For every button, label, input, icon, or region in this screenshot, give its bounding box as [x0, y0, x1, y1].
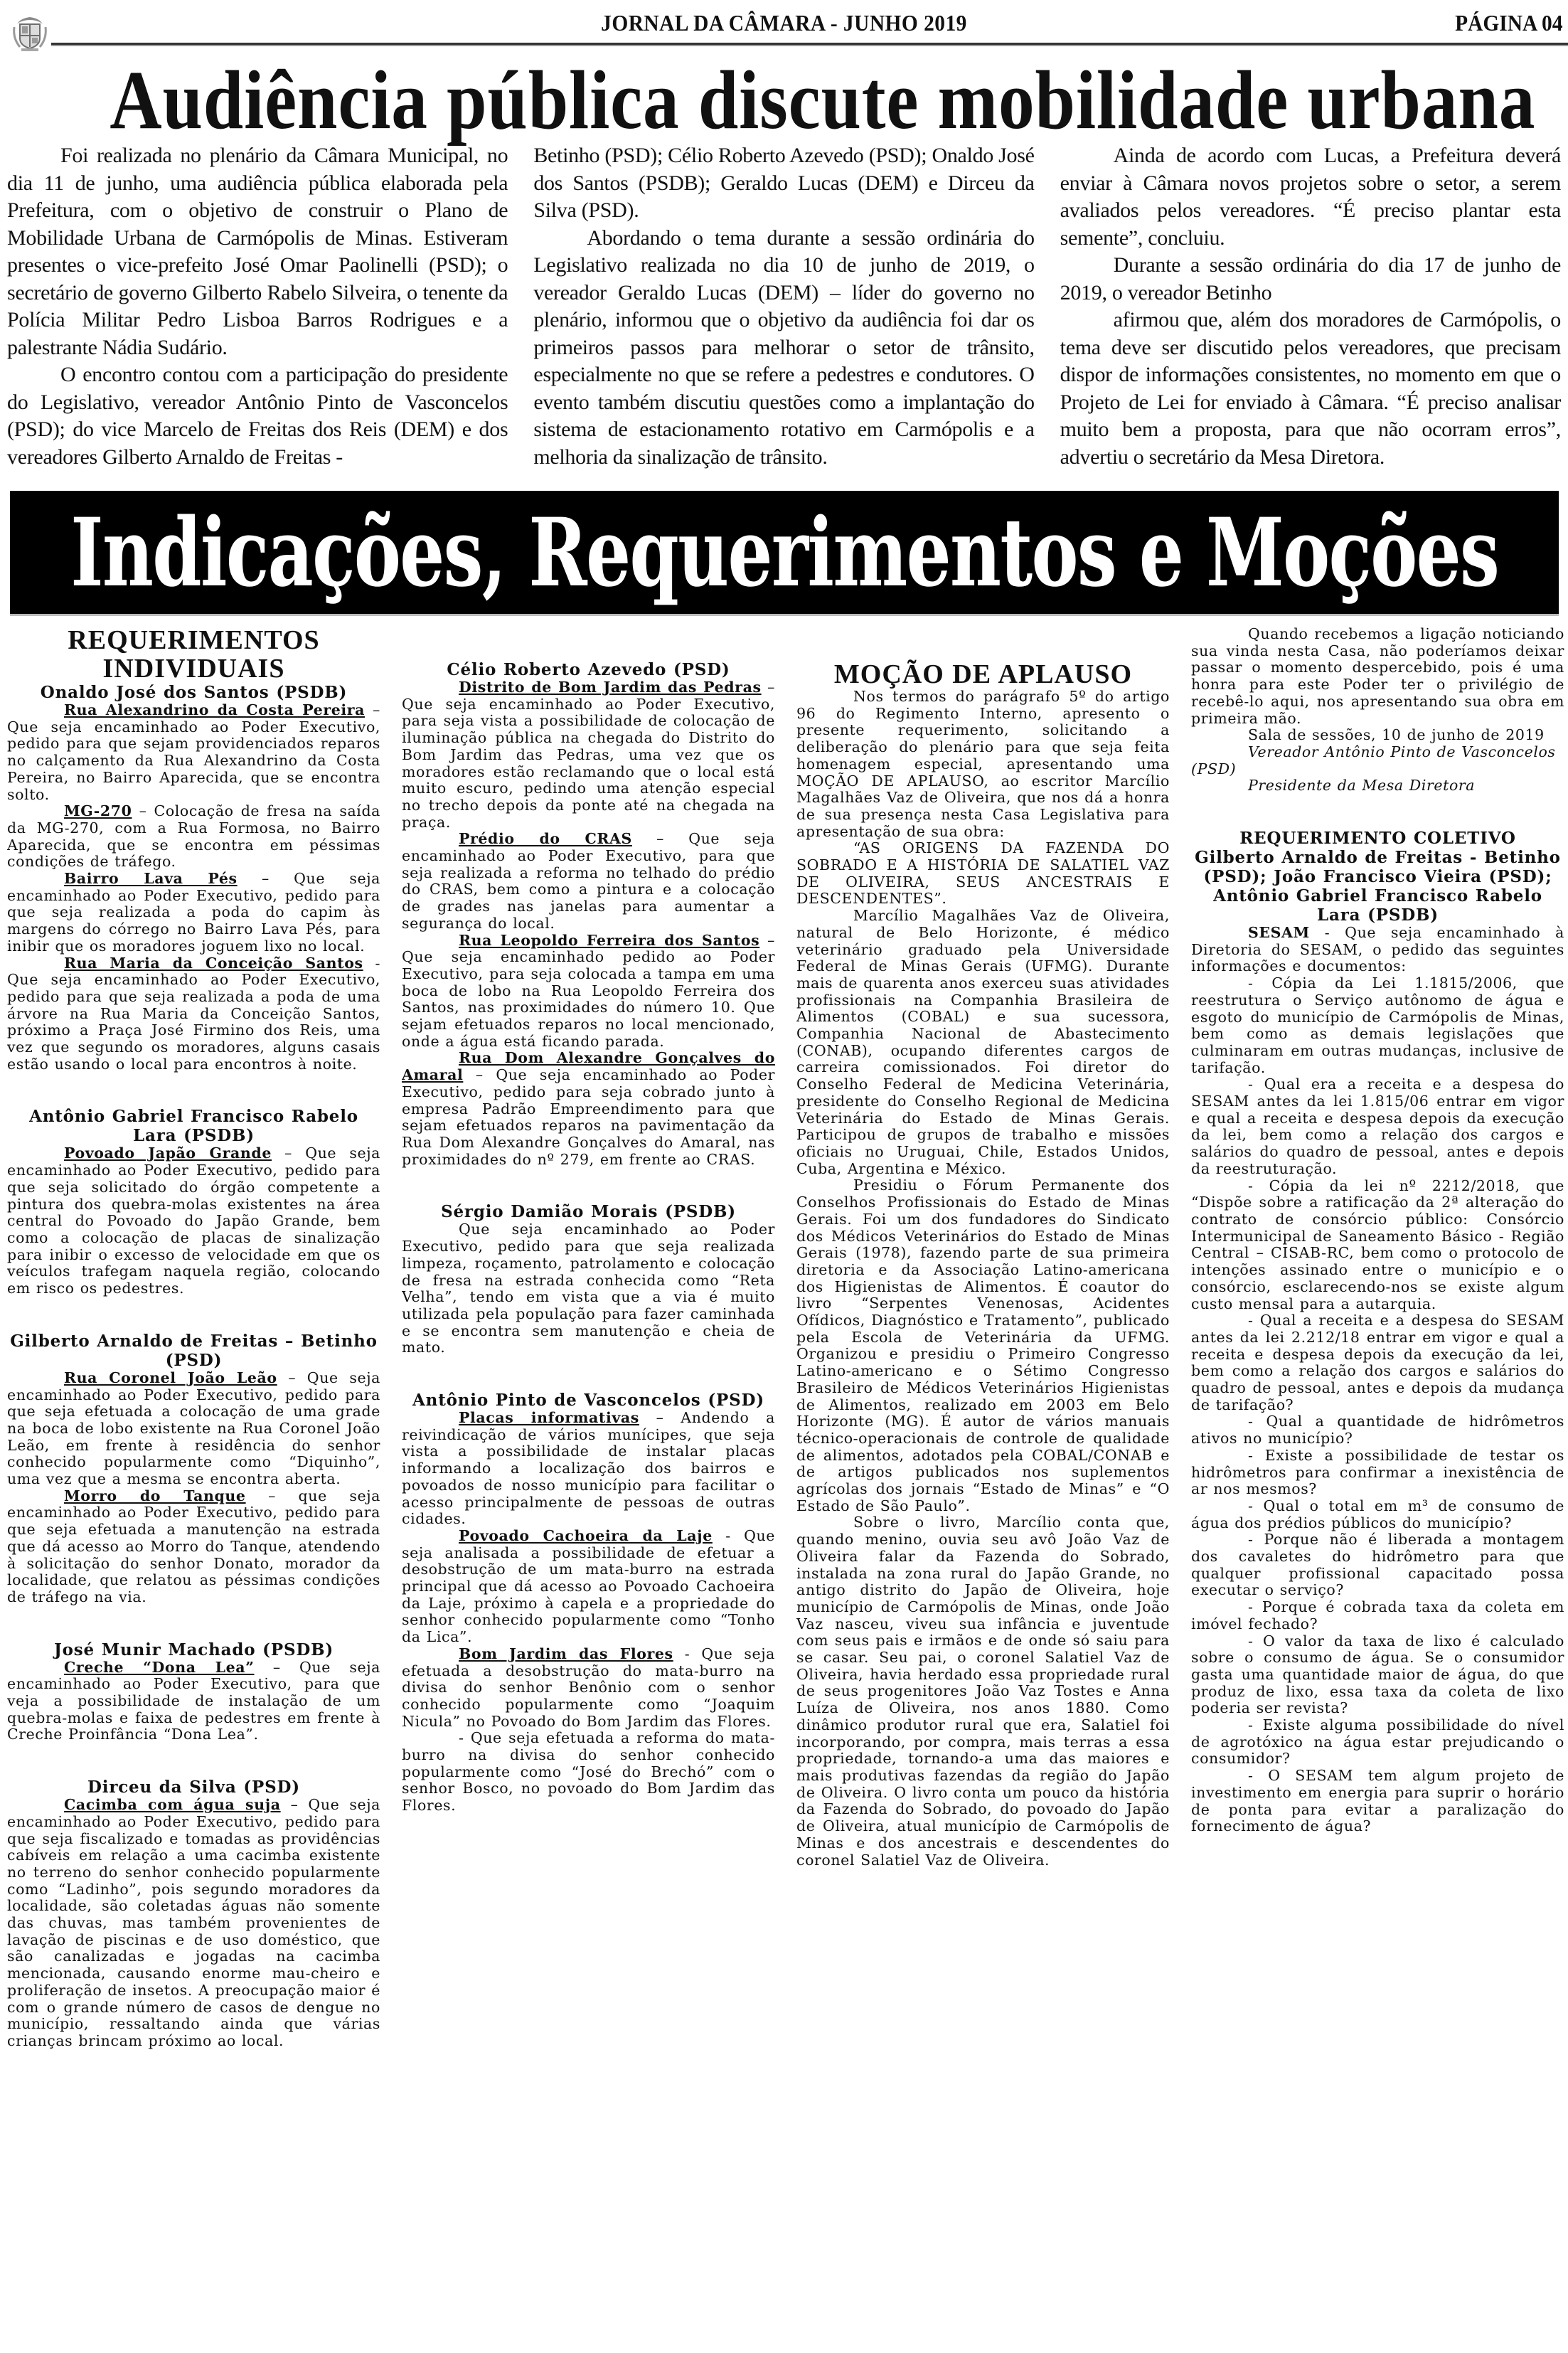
request-item	[402, 1410, 775, 1528]
author-heading: Onaldo José dos Santos (PSDB)	[40, 683, 348, 702]
mocao-paragraph: Sobre o livro, Marcílio conta que, quando menino, ouvia seu avô João Vaz de Oliveira falar da Fazenda do Sobrado, instalada na zona rural do Japão Grande, no antigo distrito do Japão de Oliveira, hoje município de Carmópolis de Minas, onde João Vaz nasceu, viveu sua infância e juventude com seus pais e irmãos e de onde só saiu para se casar. Seu pai, o coronel Salatiel Vaz de Oliveira, havia herdado essa propriedade rural de seus progenitores João Vaz Tostes e Anna Luíza de Oliveira, nos anos 1880. Como dinâmico produtor rural que era, Salatiel foi incorporando, por compra, mais terras a essa propriedade, tornando-a uma das maiores e mais produtivas fazendas da região do Japão de Oliveira. O livro conta um pouco da história da Fazenda do Sobrado, do povoado do Japão de Oliveira, atual município de Carmópolis de Minas e dos ancestrais e descendentes do coronel Salatiel Vaz de Oliveira.	[796, 1514, 1170, 1869]
request-item	[7, 1659, 380, 1744]
book-title: “AS ORIGENS DA FAZENDA DO SOBRADO E A HISTÓRIA DE SALATIEL VAZ DE OLIVEIRA, SEUS ANCESTRAIS E DESCENDENTES”.	[796, 839, 1170, 908]
request-topic: Prédio do CRAS	[459, 830, 632, 848]
request-text: - Que seja efetuada a desobstrução do mata-burro na divisa do senhor Benônio com o senhor conhecido popularmente como “Joaquim Nicula” no Povoado do Bom Jardim das Flores.	[402, 1645, 775, 1730]
spacer	[7, 1297, 380, 1332]
coletivo-question: - Qual era a receita e a despesa do SESAM antes da lei 1.815/06 entrar em vigor e qual a receita e despesa depois da execução da lei, bem como a relação dos cargos e salários do quadro de pessoal, antes e depois da reestruturação.	[1191, 1075, 1564, 1177]
request-item	[402, 1221, 775, 1356]
request-topic: MG-270	[64, 802, 132, 820]
mocao-paragraph: Nos termos do parágrafo 5º do artigo 96 do Regimento Interno, apresento o presente requerimento, solicitando a deliberação do plenário para que seja feita homenagem especial, apresentando uma MOÇÃO DE APLAUSO, ao escritor Marcílio Magalhães Vaz de Oliveira, que nos dá a honra de sua presença nesta Casa Legislativa para apresentação de sua obra:	[796, 688, 1170, 840]
article-column-1	[7, 142, 508, 477]
spacer	[7, 1606, 380, 1640]
request-text: – Que seja encaminhado ao Poder Executivo, para que seja realizada a reforma no telhado do prédio do CRAS, bem como a pintura e a colocação de grades nas janelas para aumentar a segurança do local.	[402, 830, 775, 932]
article-paragraph: Abordando o tema durante a sessão ordinária do Legislativo realizada no dia 10 de junho de 2019, o vereador Geraldo Lucas (DEM) – líder do governo no plenário, informou que o objetivo da audiência foi dar os primeiros passos para melhorar o setor de trânsito, especialmente no que se refere a pedestres e condutores. O evento também discutiu questões como a implantação do sistema de estacionamento rotativo em Carmópolis e a melhoria da sinalização de trânsito.	[533, 225, 1035, 469]
request-text: – Que seja encaminhado ao Poder Executivo, pedido para que seja solicitado do órgão competente a pintura dos quebra-molas existentes na área central do Povoado do Japão Grande, bem como a colocação de placas de sinalização para inibir o excesso de velocidade em que os veículos trafegam naquela região, colocando em risco os pedestres.	[7, 1144, 380, 1297]
headline: Audiência pública discute mobilidade urbana	[110, 53, 1536, 147]
section-title-line: REQUERIMENTOS	[68, 626, 320, 655]
coletivo-question: - Cópia da lei nº 2212/2018, que “Dispõe sobre a ratificação da 2ª alteração do contrato de consórcio público: Consórcio Intermunicipal de Saneamento Básico - Região Central – CISAB-RC, bem como o protocolo de intenções assinado entre o município e o consórcio, esclarecendo-nos se existe algum custo mensal para a autarquia.	[1191, 1176, 1564, 1312]
spacer	[1191, 795, 1564, 829]
request-item	[7, 871, 380, 955]
request-topic: Bairro Lava Pés	[64, 870, 238, 888]
signature-role	[1191, 777, 1564, 795]
signature-name-text: Vereador Antônio Pinto de Vasconcelos (PSD)	[1191, 743, 1556, 777]
lower-column-2	[402, 626, 775, 2353]
mocao-paragraph: Quando recebemos a ligação noticiando sua vinda nesta Casa, não poderíamos deixar passar o momento despercebido, pois é uma honra para este Poder ter o privilégio de recebê-lo aqui, nos apresentando sua obra em primeira mão.	[1191, 626, 1564, 727]
request-item	[7, 1488, 380, 1606]
request-item	[402, 1646, 775, 1731]
article-paragraph: Foi realizada no plenário da Câmara Municipal, no dia 11 de junho, uma audiência pública elaborada pela Prefeitura, com o objetivo de construir o Plano de Mobilidade Urbana de Carmópolis de Minas. Estiveram presentes o vice-prefeito José Omar Paolinelli (PSD); o secretário de governo Gilberto Rabelo Silveira, o tenente da Polícia Militar Pedro Lisboa Barros Rodrigues e a palestrante Nádia Sudário.	[7, 144, 508, 359]
masthead-rule	[51, 43, 1568, 46]
request-item	[402, 1730, 775, 1815]
request-topic: Creche “Dona Lea”	[64, 1658, 255, 1676]
request-text: – Que seja encaminhado ao Poder Executivo, pedido para que seja realizada a poda do capim às margens do córrego no Bairro Lava Pés, para inibir que os moradores joguem lixo no local.	[7, 870, 380, 955]
article-paragraph: Betinho (PSD); Célio Roberto Azevedo (PSD); Onaldo José dos Santos (PSDB); Geraldo Lucas (DEM) e Dirceu da Silva (PSD).	[533, 144, 1035, 222]
request-text: - Que seja encaminhado ao Poder Executivo, pedido para que seja realizada a poda de uma árvore na Rua Maria da Conceição Santos, próximo a Praça José Firmino dos Reis, uma vez que segundo os moradores, alguns casais estão usando o local para encontros à noite.	[7, 954, 380, 1073]
coletivo-question: - Cópia da Lei 1.1815/2006, que reestrutura o Serviço autônomo de água e esgoto do município de Carmópolis de Minas, bem como as demais legislações que culminaram em outras mudanças, inclusive de tarifação.	[1191, 974, 1564, 1076]
request-item	[402, 679, 775, 831]
article-paragraph: Durante a sessão ordinária do dia 17 de junho de 2019, o vereador Betinho	[1060, 253, 1561, 304]
top-article	[7, 142, 1561, 477]
request-text: – Que seja encaminhado ao Poder Executivo, para que veja a possibilidade de instalação de um quebra-molas e faixa de pedestres em frente à Creche Proinfância “Dona Lea”.	[7, 1658, 380, 1743]
coletivo-question: - Qual o total em m³ de consumo de água dos prédios públicos do município?	[1191, 1497, 1564, 1531]
article-column-2	[533, 142, 1034, 477]
signature-name	[1191, 744, 1564, 777]
request-topic: Morro do Tanque	[64, 1487, 246, 1504]
author-heading: José Munir Machado (PSDB)	[53, 1640, 334, 1659]
lower-column-3	[796, 626, 1170, 2353]
request-topic: Povoado Japão Grande	[64, 1144, 272, 1162]
masthead	[0, 0, 1568, 50]
coletivo-lead-text: - Que seja encaminhado à Diretoria do SESAM, o pedido das seguintes informações e documentos:	[1191, 924, 1564, 975]
request-topic: Rua Maria da Conceição Santos	[64, 954, 363, 972]
mocao-title: MOÇÃO DE APLAUSO	[833, 659, 1133, 689]
spacer	[7, 1073, 380, 1107]
request-item	[7, 702, 380, 803]
newspaper-title: JORNAL DA CÂMARA - JUNHO 2019	[601, 10, 967, 36]
request-topic: Placas informativas	[459, 1409, 639, 1427]
request-item	[7, 955, 380, 1073]
request-topic: Distrito de Bom Jardim das Pedras	[459, 679, 762, 696]
coletivo-question: - Existe alguma possibilidade do nível de agrotóxico na água estar prejudicando o consumidor?	[1191, 1716, 1564, 1768]
coletivo-question: - O valor da taxa de lixo é calculado sobre o consumo de água. Se o consumidor gasta uma quantidade maior de água, do que produz de lixo, essa taxa da coleta de lixo poderia ser revista?	[1191, 1632, 1564, 1717]
spacer	[796, 626, 1170, 660]
lower-column-1	[7, 626, 380, 2353]
spacer	[7, 1743, 380, 1778]
coletivo-title: REQUERIMENTO COLETIVO	[1239, 829, 1516, 849]
request-text: Que seja encaminhado ao Poder Executivo, pedido para que seja realizada limpeza, roçamento, patrolamento e colocação de fresa na estrada conhecida como “Reta Velha”, tendo em vista que a via é muito utilizada pela população para fazer caminhada e se encontra sem manutenção e cheia de mato.	[402, 1221, 775, 1356]
request-text: - Que seja analisada a possibilidade de efetuar a desobstrução de um mata-burro na estrada principal que dá acesso ao Povoado Cachoeira da Laje, próximo à capela e a propriedade do senhor conhecido popularmente como “Tonho da Lica”.	[402, 1526, 775, 1646]
spacer	[402, 1168, 775, 1202]
request-text: – Que seja encaminhado ao Poder Executivo, pedido para que sejam providenciados reparos no calçamento da Rua Alexandrino da Costa Pereira, no Bairro Aparecida, que se encontra solto.	[7, 701, 380, 803]
request-item	[7, 1145, 380, 1297]
section-banner	[10, 491, 1559, 616]
request-text: – Que seja encaminhado ao Poder Executivo, pedido para seja cobrado junto à empresa Padrão Empreendimento para que sejam efetuados reparos na pavimentação da Rua Dom Alexandre Gonçalves do Amaral, nas proximidades do nº 279, em frente ao CRAS.	[402, 1066, 775, 1168]
author-heading: Sérgio Damião Morais (PSDB)	[441, 1202, 736, 1222]
request-topic: Rua Dom Alexandre Gonçalves do Amaral	[402, 1049, 775, 1084]
request-text: – Que seja encaminhado ao Poder Executivo, para seja vista a possibilidade de colocação de iluminação pública na chegada do Distrito do Bom Jardim das Pedras, uma vez que os moradores estão reclamando que o local está muito escuro, pedindo uma atenção especial no trecho depois da ponte até na chegada na praça.	[402, 679, 775, 831]
signature-role-text: Presidente da Mesa Diretora	[1248, 777, 1476, 795]
article-paragraph: O encontro contou com a participação do presidente do Legislativo, vereador Antônio Pinto de Vasconcelos (PSD); do vice Marcelo de Freitas dos Reis (DEM) e dos vereadores Gilberto Arnaldo de Freitas -	[7, 363, 508, 469]
section-banner-title: Indicações, Requerimentos e Moções	[70, 496, 1498, 607]
request-text: – Que seja encaminhado ao Poder Executivo, pedido para que seja fiscalizado e tomadas as providências cabíveis em relação a uma cacimba existente no terreno do senhor conhecido popularmente como “Ladinho”, pois segundo moradores da localidade, são coletadas águas não somente das chuvas, mas também provenientes de lavação de piscinas e de uso doméstico, que são canalizadas e jogadas na cacimba mencionada, causando enorme mau-cheiro e proliferação de insetos. A preocupação maior é com o grande número de casos de dengue no município, ressaltando ainda que várias crianças brincam próximo ao local.	[7, 1796, 380, 2049]
request-item	[402, 1050, 775, 1168]
author-heading: Antônio Pinto de Vasconcelos (PSD)	[412, 1391, 764, 1411]
coletivo-question: - O SESAM tem algum projeto de investimento em energia para suprir o horário de ponta para evitar a paralização do fornecimento de água?	[1191, 1767, 1564, 1835]
request-text: – Que seja encaminhado ao Poder Executivo, pedido para que seja efetuada a colocação de uma grade na boca de lobo existente na Rua Coronel João Leão, em frente à residência do senhor conhecido popularmente como “Diquinho”, uma vez que a mesma se encontra aberta.	[7, 1369, 380, 1488]
coletivo-authors: Gilberto Arnaldo de Freitas - Betinho (PSD); João Francisco Vieira (PSD); Antônio Gabriel Francisco Rabelo Lara (PSDB)	[1195, 848, 1561, 925]
request-topic: Povoado Cachoeira da Laje	[459, 1526, 713, 1544]
place-date: Sala de sessões, 10 de junho de 2019	[1248, 726, 1545, 744]
mocao-paragraph: Presidiu o Fórum Permanente dos Conselhos Profissionais do Estado de Minas Gerais. Foi um dos fundadores do Sindicato dos Médicos Veterinários do Estado de Minas Gerais (1978), fazendo parte de sua primeira diretoria e da Associação Latino-americana dos Higienistas de Alimentos. É coautor do livro “Serpentes Venenosas, Acidentes Ofídicos, Diagnóstico e Tratamento”, publicado pela Escola de Veterinária da UFMG. Organizou e presidiu o Primeiro Congresso Latino-americano e o Sétimo Congresso Brasileiro de Médicos Veterinários Higienistas de Alimentos, realizado em 2003 em Belo Horizonte (MG). É autor de vários manuais técnico-operacionais de controle de qualidade de alimentos, adotados pela COBAL/CONAB e de artigos publicados nos suplementos agrícolas dos jornais “Estado de Minas” e “O Estado de São Paulo”.	[796, 1176, 1170, 1514]
lower-column-4	[1191, 626, 1564, 2353]
article-column-3	[1060, 142, 1561, 477]
article-paragraph: afirmou que, além dos moradores de Carmópolis, o tema deve ser discutido pelos vereadores, que precisam dispor de informações consistentes, no momento em que o Projeto de Lei for enviado à Câmara. “É preciso analisar muito bem a proposta, para que não ocorram erros”, advertiu o secretário da Mesa Diretora.	[1060, 308, 1561, 469]
spacer	[402, 626, 775, 660]
author-heading: Dirceu da Silva (PSD)	[87, 1778, 300, 1797]
author-heading: Célio Roberto Azevedo (PSD)	[447, 660, 730, 679]
request-topic: Rua Coronel João Leão	[64, 1369, 277, 1386]
coletivo-question: - Porque é cobrada taxa da coleta em imóvel fechado?	[1191, 1598, 1564, 1632]
request-text: - Que seja efetuada a reforma do mata-burro na divisa do senhor conhecido popularmente como “José do Brechó” com o senhor Bosco, no povoado do Bom Jardim das Flores.	[402, 1729, 775, 1815]
article-paragraph: Ainda de acordo com Lucas, a Prefeitura deverá enviar à Câmara novos projetos sobre o setor, a serem avaliados pelos vereadores. “É preciso plantar esta semente”, concluiu.	[1060, 144, 1561, 250]
request-item	[402, 1528, 775, 1646]
request-text: – Colocação de fresa na saída da MG-270, com a Rua Formosa, no Bairro Aparecida, que se encontra em péssimas condições de tráfego.	[7, 802, 380, 871]
municipal-coat-of-arms-icon	[10, 13, 50, 53]
request-text: – que seja encaminhado ao Poder Executivo, pedido para que seja efetuada a manutenção na estrada que dá acesso ao Morro do Tanque, atendendo à solicitação do senhor Donato, morador da localidade, que relatou as péssimas condições de tráfego na via.	[7, 1487, 380, 1605]
request-item	[7, 1370, 380, 1488]
coletivo-question: - Qual a quantidade de hidrômetros ativos no município?	[1191, 1413, 1564, 1448]
request-topic: Rua Alexandrino da Costa Pereira	[64, 701, 366, 718]
spacer	[402, 1356, 775, 1391]
request-item	[402, 933, 775, 1051]
request-text: – Andendo a reivindicação de vários munícipes, que seja vista a possibilidade de instalar placas informando a localização dos bairros e povoados de nosso município para facilitar o acesso principalmente de pessoas de outras cidades.	[402, 1409, 775, 1528]
request-item	[7, 1797, 380, 2050]
mocao-paragraph: Marcílio Magalhães Vaz de Oliveira, natural de Belo Horizonte, é médico veterinário graduado pela Universidade Federal de Minas Gerais (UFMG). Durante mais de quarenta anos exerceu suas atividades profissionais na Companhia Brasileira de Alimentos (COBAL) e sua sucessora, Companhia Nacional de Abastecimento (CONAB), ocupando diferentes cargos de carreira comissionados. Foi diretor do Conselho Federal de Medicina Veterinária, presidente do Conselho Regional de Medicina Veterinária do Estado de Minas Gerais. Participou de grupos de trabalho e missões oficiais no Uruguai, Chile, Estados Unidos, Cuba, Argentina e México.	[796, 907, 1170, 1177]
author-heading: Antônio Gabriel Francisco Rabelo Lara (PSDB)	[29, 1107, 358, 1146]
author-heading: Gilberto Arnaldo de Freitas – Betinho (PSD)	[10, 1331, 378, 1370]
request-topic: Rua Leopoldo Ferreira dos Santos	[459, 931, 760, 949]
coletivo-lead	[1191, 925, 1564, 975]
request-topic: Cacimba com água suja	[64, 1796, 281, 1814]
request-item	[7, 803, 380, 871]
coletivo-question: - Porque não é liberada a montagem dos cavaletes do hidrômetro para que qualquer profissional capacitado possa executar o serviço?	[1191, 1531, 1564, 1599]
coletivo-question: - Qual a receita e a despesa do SESAM antes da lei 2.212/18 entrar em vigor e qual a receita e despesa depois da execução da lei, bem como a relação dos cargos e salários do quadro de pessoal, antes e depois da mudança de tarifação?	[1191, 1312, 1564, 1413]
request-topic: Bom Jardim das Flores	[459, 1645, 673, 1662]
coletivo-question: - Existe a possibilidade de testar os hidrômetros para confirmar a inexistência de ar nos mesmos?	[1191, 1446, 1564, 1498]
page-number: PÁGINA 04	[1454, 10, 1562, 36]
requerimentos-section	[7, 626, 1564, 2353]
request-text: – Que seja encaminhado pedido ao Poder Executivo, para seja colocada a tampa em uma boca de lobo na Rua Leopoldo Ferreira dos Santos, nas proximidades do número 10. Que sejam efetuados reparos no local mencionado, onde a água está ficando parada.	[402, 931, 775, 1050]
request-item	[402, 831, 775, 932]
section-title-line: INDIVIDUAIS	[102, 654, 285, 684]
coletivo-lead-topic: SESAM	[1248, 924, 1310, 942]
